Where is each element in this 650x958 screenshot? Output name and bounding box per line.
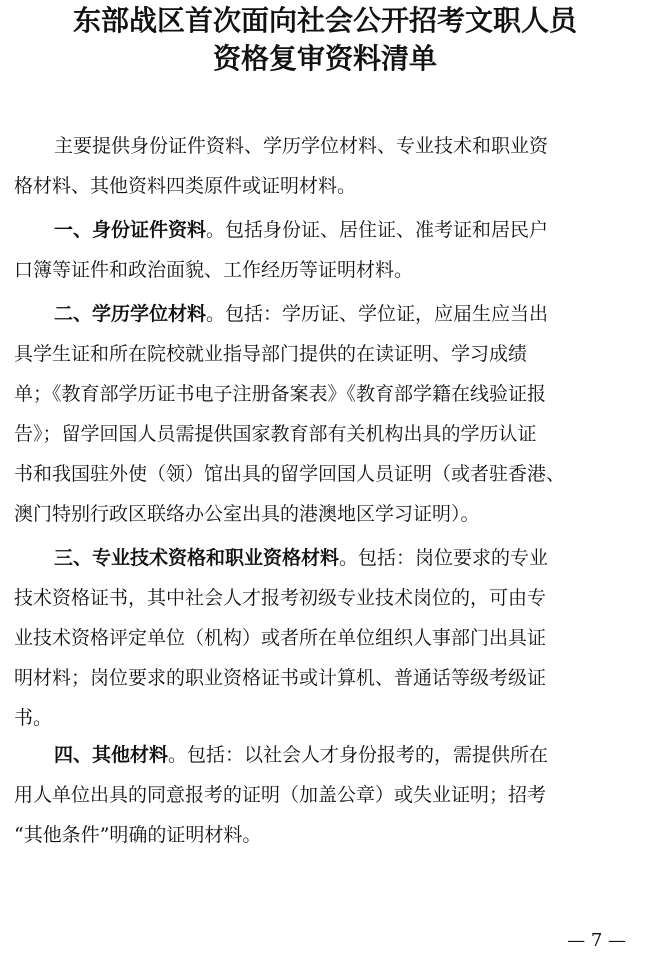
section-3-heading: 三、专业技术资格和职业资格材料 [54, 547, 340, 569]
section-1-line-2: 口簿等证件和政治面貌、工作经历等证明材料。 [14, 259, 414, 281]
section-2-line-2: 具学生证和所在院校就业指导部门提供的在读证明、学习成绩 [14, 343, 528, 365]
section-2-line-4: 告》；留学回国人员需提供国家教育部有关机构出具的学历认证 [14, 423, 537, 445]
section-3-line-5: 书。 [14, 707, 53, 729]
intro-line-2: 格材料、其他资料四类原件或证明材料。 [14, 175, 357, 197]
section-2-line-5: 书和我国驻外使（领）馆出具的留学回国人员证明（或者驻香港、 [14, 463, 566, 485]
section-4-line-3: “其他条件”明确的证明材料。 [14, 824, 262, 846]
section-4-heading: 四、其他材料 [54, 744, 169, 766]
section-2-line-6: 澳门特别行政区联络办公室出具的港澳地区学习证明）。 [14, 503, 480, 525]
section-3-line-2: 技术资格证书，其中社会人才报考初级专业技术岗位的，可由专 [14, 587, 547, 609]
intro-line-1: 主要提供身份证件资料、学历学位材料、专业技术和职业资 [54, 135, 549, 157]
title-line-2: 资格复审资料清单 [212, 42, 437, 75]
section-3-line-3: 业技术资格评定单位（机构）或者所在单位组织人事部门出具证 [14, 627, 547, 649]
title-line-1: 东部战区首次面向社会公开招考文职人员 [72, 4, 577, 37]
section-3-line-4: 明材料；岗位要求的职业资格证书或计算机、普通话等级考级证 [14, 667, 547, 689]
page-number: — 7 — [567, 930, 626, 951]
section-2-line-1: 二、学历学位材料。包括：学历证、学位证，应届生应当出 [54, 303, 549, 325]
section-2-heading: 二、学历学位材料 [54, 303, 207, 325]
section-1-heading: 一、身份证件资料 [54, 219, 207, 241]
section-2-line-3: 单；《教育部学历证书电子注册备案表》《教育部学籍在线验证报 [14, 383, 547, 405]
section-3-line-1: 三、专业技术资格和职业资格材料。包括：岗位要求的专业 [54, 547, 549, 569]
section-4-line-1: 四、其他材料。包括：以社会人才身份报考的，需提供所在 [54, 744, 549, 766]
section-1-line-1: 一、身份证件资料。包括身份证、居住证、准考证和居民户 [54, 219, 549, 241]
section-4-line-2: 用人单位出具的同意报考的证明（加盖公章）或失业证明；招考 [14, 784, 547, 806]
